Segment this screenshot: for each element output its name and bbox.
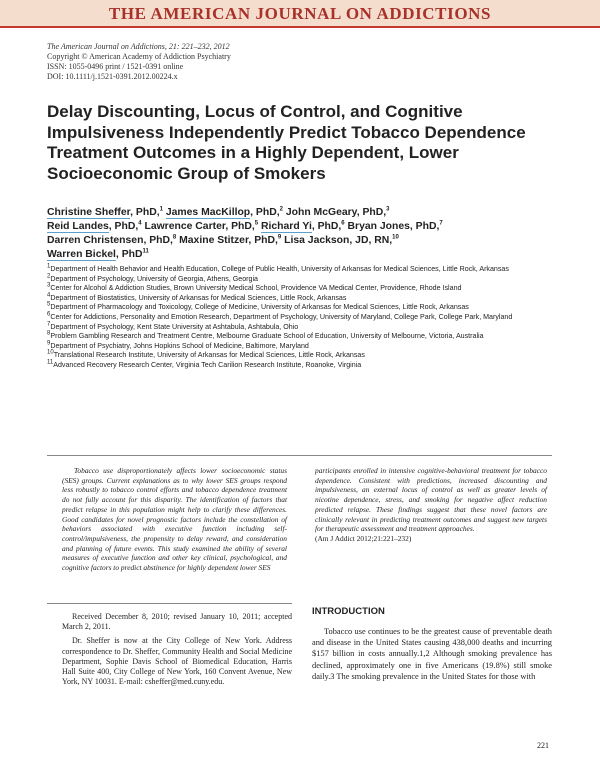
title-line: Impulsiveness Independently Predict Tobacco Dependence xyxy=(47,122,526,142)
author-degree: , PhD, xyxy=(108,221,139,232)
citation-line: The American Journal on Addictions, 21: 221–232, 2012 xyxy=(47,42,230,51)
page-number: 221 xyxy=(537,741,549,750)
author-affil-ref: 8 xyxy=(172,234,177,241)
author-affil-ref: 5 xyxy=(254,220,259,227)
affiliation xyxy=(47,265,562,275)
affiliation xyxy=(47,275,562,285)
author-name: Richard Yi xyxy=(261,221,312,232)
journal-banner xyxy=(0,0,600,28)
author xyxy=(284,235,399,246)
doi-line: DOI: 10.1111/j.1521-0391.2012.00224.x xyxy=(47,72,178,81)
article-title xyxy=(47,102,557,184)
author xyxy=(47,235,176,246)
author-affil-ref: 10 xyxy=(392,234,399,241)
author-name: Bryan Jones xyxy=(347,221,410,232)
author-degree: , PhD, xyxy=(311,221,342,232)
affiliation-text: Department of Psychology, Kent State University at Ashtabula, Ashtabula, Ohio xyxy=(50,322,299,331)
abstract-left-column xyxy=(62,466,287,573)
affiliation-text: Department of Psychology, University of Georgia, Athens, Georgia xyxy=(50,274,259,283)
abstract-citation: (Am J Addict 2012;21:221–232) xyxy=(315,533,412,543)
author-affil-ref: 6 xyxy=(341,220,345,227)
affiliation-text: Department of Biostatistics, University of Arkansas for Medical Sciences, Little Rock, Arkansas xyxy=(50,293,347,302)
author-affil-ref: 1 xyxy=(159,206,163,213)
affiliation-number: 2 xyxy=(47,273,51,280)
affiliation-number: 9 xyxy=(47,340,51,347)
affiliation-number: 11 xyxy=(47,359,54,366)
author xyxy=(179,235,281,246)
author-name: Maxine Stitzer xyxy=(179,235,249,246)
affiliation-number: 6 xyxy=(47,311,51,318)
author-affil-ref: 9 xyxy=(277,234,282,241)
affiliation xyxy=(47,342,562,352)
affiliation xyxy=(47,284,562,294)
author-degree: , PhD, xyxy=(143,235,173,246)
abstract-top-rule xyxy=(47,455,552,456)
author-affil-ref: 4 xyxy=(138,220,142,227)
author xyxy=(47,207,163,218)
author-degree: , JD, RN, xyxy=(349,235,393,246)
author-degree: , PhD, xyxy=(356,207,387,218)
affiliation xyxy=(47,323,562,333)
author xyxy=(286,207,390,218)
abstract-bottom-rule xyxy=(47,603,292,604)
author-name: John McGeary xyxy=(285,207,357,218)
author-name: James MacKillop xyxy=(165,207,251,218)
affiliation xyxy=(47,294,562,304)
received-dates: Received December 8, 2010; revised January 10, 2011; accepted March 2, 2011. xyxy=(62,612,292,632)
author-degree: , PhD, xyxy=(250,207,280,218)
journal-banner-title: THE AMERICAN JOURNAL ON ADDICTIONS xyxy=(108,4,492,23)
author-name: Christine Sheffer xyxy=(47,207,131,218)
title-line: Treatment Outcomes in a Highly Dependent, Lower xyxy=(47,143,459,162)
copyright-line: Copyright © American Academy of Addiction Psychiatry xyxy=(47,52,231,61)
author-affil-ref: 2 xyxy=(279,206,283,213)
author-affil-ref: 11 xyxy=(142,248,149,255)
affiliation xyxy=(47,332,562,342)
affiliation xyxy=(47,313,562,323)
affiliation-text: Department of Health Behavior and Health Education, College of Public Health, University of Arkansas for Medical Sciences, Little Rock, Arkansas xyxy=(50,265,509,273)
introduction-paragraph: Tobacco use continues to be the greatest cause of preventable death and disease in the United States causing 438,000 deaths and incurring $157 billion in costs annually.1,2 Although smoking prevalence has declined, approximately one in five Americans (19.8%) still smoke daily.3 The smoking prevalence in the United States for those with xyxy=(312,627,552,681)
affiliation-number: 10 xyxy=(47,349,54,356)
citation-block xyxy=(47,42,231,82)
author xyxy=(348,221,443,232)
affiliation-text: Department of Psychiatry, Johns Hopkins School of Medicine, Baltimore, Maryland xyxy=(50,341,309,350)
affiliation-number: 8 xyxy=(47,330,51,337)
abstract-right-column xyxy=(315,466,547,544)
article-footnote xyxy=(62,612,292,691)
title-line: Socioeconomic Group of Smokers xyxy=(47,163,326,183)
affiliation-list xyxy=(47,265,562,371)
author-degree: , PhD, xyxy=(225,221,255,232)
abstract-text: participants enrolled in intensive cognitive-behavioral treatment for tobacco dependence. Consistent with predictions, increased discounting and impulsiveness, an external locus of control as well as greater levels of nicotine dependence, stress, and smoking for negative affect reduction predicted relapse. These findings suggest that these novel factors are clinically relevant in predicting treatment outcomes and suggest new targets for therapeutic assessment and treatment approaches. xyxy=(315,466,547,534)
affiliation-text: Center for Addictions, Personality and Emotion Research, Department of Psychology, University of Maryland, College Park, College Park, Maryland xyxy=(50,312,513,321)
author xyxy=(47,221,142,232)
author-name: Lawrence Carter xyxy=(144,221,226,232)
author-affil-ref: 3 xyxy=(386,206,390,213)
author-name: Lisa Jackson xyxy=(284,235,350,246)
affiliation-text: Center for Alcohol & Addiction Studies, Brown University Medical School, Providence VA Medical Center, Providence, Rhode Island xyxy=(50,284,462,293)
author-affil-ref: 7 xyxy=(439,220,443,227)
author-degree: , PhD, xyxy=(130,207,160,218)
affiliation-number: 4 xyxy=(47,292,51,299)
author-name: Darren Christensen xyxy=(47,235,144,246)
author-degree: , PhD xyxy=(115,249,143,260)
correspondence: Dr. Sheffer is now at the City College of New York. Address correspondence to Dr. Sheffer, Community Health and Social Medicine Department, Sophie Davis School of Biomedical Education, Harris Hall Suite 400, City College of New York, 160 Convent Avenue, New York, NY 10031. E-mail: csheffer@med.cuny.edu. xyxy=(62,636,292,687)
issn-line: ISSN: 1055-0496 print / 1521-0391 online xyxy=(47,62,184,71)
affiliation-number: 1 xyxy=(47,263,51,270)
author xyxy=(47,249,149,260)
affiliation xyxy=(47,303,562,313)
affiliation xyxy=(47,351,562,361)
affiliation-number: 3 xyxy=(47,282,51,289)
affiliation-text: Department of Pharmacology and Toxicology, College of Medicine, University of Arkansas for Medical Sciences, Little Rock, Arkansas xyxy=(50,303,469,312)
author xyxy=(144,221,258,232)
title-line: Delay Discounting, Locus of Control, and Cognitive xyxy=(47,102,463,121)
author xyxy=(261,221,345,232)
affiliation xyxy=(47,361,562,371)
author-list xyxy=(47,206,557,262)
author-degree: , PhD, xyxy=(248,235,278,246)
author-name: Reid Landes xyxy=(47,221,109,232)
author xyxy=(166,207,283,218)
abstract-text: Tobacco use disproportionately affects lower socioeconomic status (SES) groups. Current explanations as to why lower SES groups respond less robustly to tobacco control efforts and tobacco dependence treatment do not fully account for this disparity. The identification of factors that predict relapse in this population might help to clarify these differences. Good candidates for novel prognostic factors include the constellation of behaviors associated with executive function including self-control/impulsiveness, the propensity to delay reward, and consideration and planning of future events. This study examined the ability of several measures of executive function and other key clinical, psychological, and cognitive factors to predict abstinence for highly dependent lower SES xyxy=(62,466,287,573)
section-heading: INTRODUCTION xyxy=(312,606,385,617)
affiliation-number: 7 xyxy=(47,321,51,328)
affiliation-text: Translational Research Institute, University of Arkansas for Medical Sciences, Little Rock, Arkansas xyxy=(53,351,365,360)
author-degree: , PhD, xyxy=(409,221,440,232)
affiliation-text: Problem Gambling Research and Treatment Centre, Melbourne Graduate School of Education, University of Melbourne, Victoria, Australia xyxy=(50,332,484,341)
affiliation-text: Advanced Recovery Research Center, Virginia Tech Carilion Research Institute, Roanoke, Virginia xyxy=(53,360,362,369)
introduction-body xyxy=(312,626,552,682)
affiliation-number: 5 xyxy=(47,302,51,309)
author-name: Warren Bickel xyxy=(47,249,116,260)
